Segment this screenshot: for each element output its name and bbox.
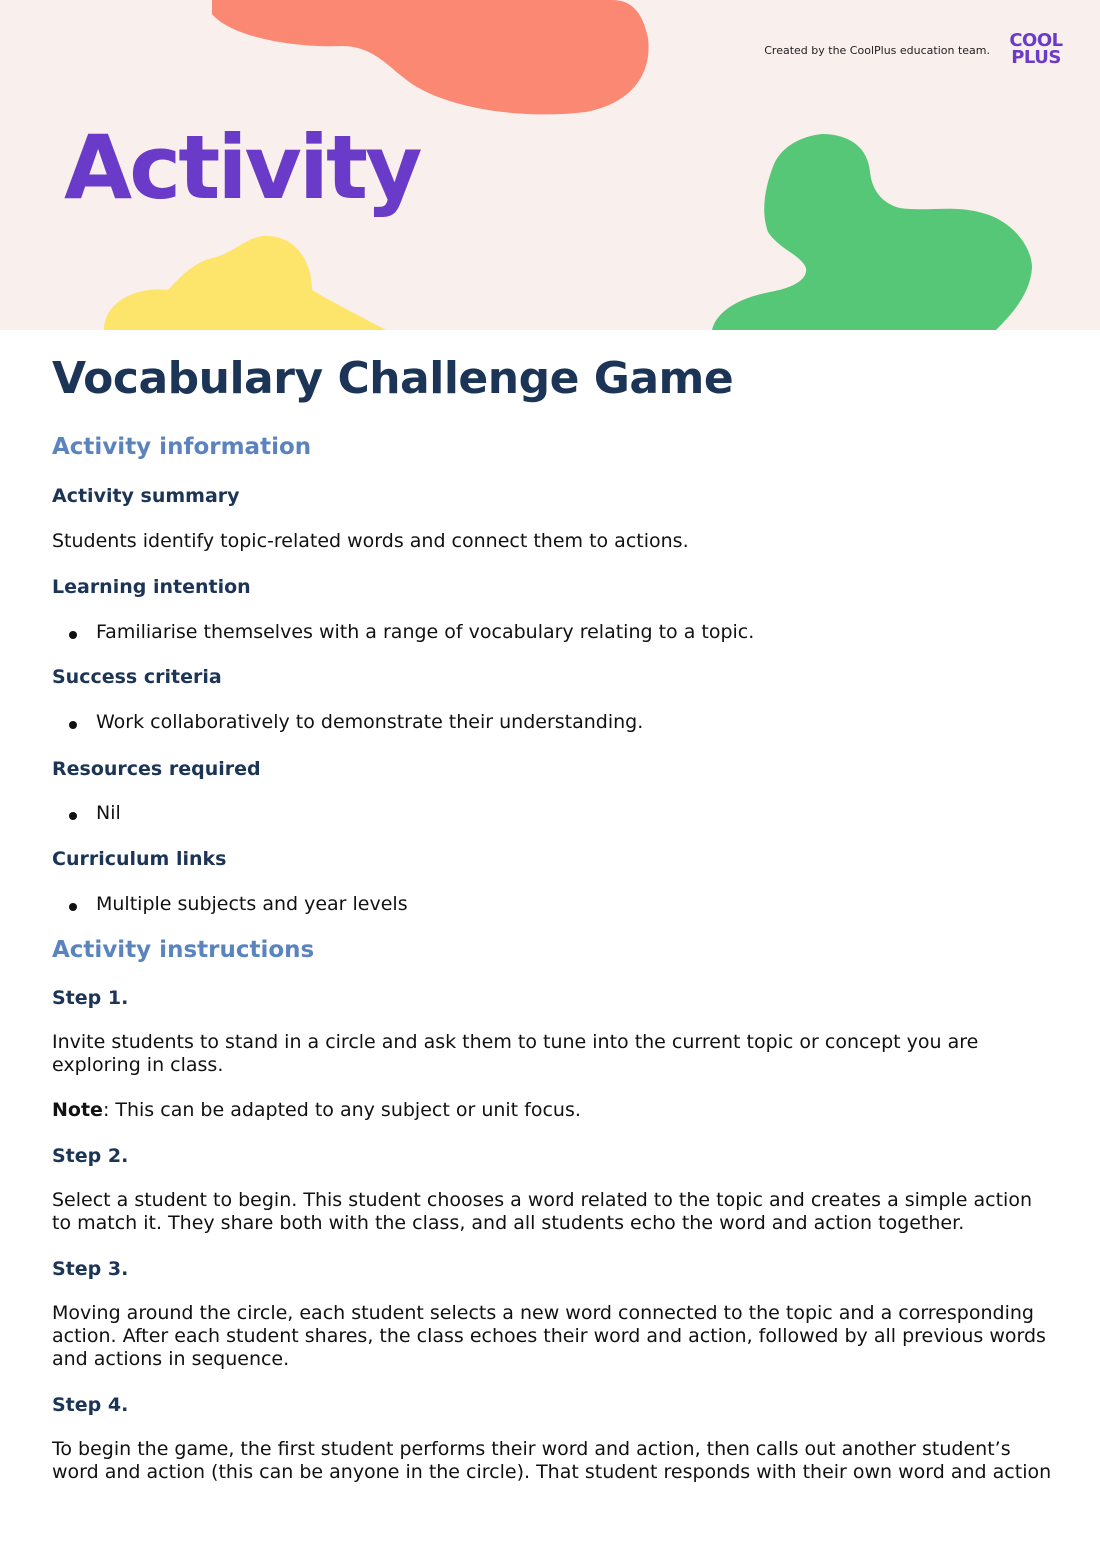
note-text: : This can be adapted to any subject or unit focus. <box>102 1099 581 1121</box>
note-label: Note <box>52 1099 103 1121</box>
resources-required-list <box>52 802 1052 825</box>
step-1-text: Invite students to stand in a circle and ask them to tune into the current topic or concept you are exploring in class. <box>52 1031 979 1076</box>
list-item: Multiple subjects and year levels <box>52 893 1052 916</box>
learning-intention-list <box>52 621 1052 644</box>
step-2-text: Select a student to begin. This student chooses a word related to the topic and creates a simple action to match it. They share both with the class, and all students echo the word and action together. <box>52 1189 1032 1234</box>
coolplus-logo <box>1003 32 1069 66</box>
logo-line-1: COOL <box>1009 30 1063 51</box>
green-blob <box>712 134 1032 330</box>
coral-blob <box>212 0 649 114</box>
curriculum-links-heading: Curriculum links <box>52 848 227 870</box>
activity-information-heading: Activity information <box>52 434 312 460</box>
credit-text: Created by the CoolPlus education team. <box>764 44 990 57</box>
header-banner <box>0 0 1100 330</box>
step-4-text: To begin the game, the first student performs their word and action, then calls out another student’s word and action (this can be anyone in the circle). That student responds with their own word and action <box>52 1438 1052 1483</box>
list-item: Work collaboratively to demonstrate their understanding. <box>52 711 1052 734</box>
curriculum-links-list <box>52 893 1052 916</box>
note-paragraph <box>52 1099 1052 1122</box>
document-body <box>52 330 1052 1484</box>
resources-required-heading: Resources required <box>52 758 261 780</box>
step-1-heading: Step 1. <box>52 987 129 1009</box>
step-2-heading: Step 2. <box>52 1145 129 1167</box>
step-4-heading: Step 4. <box>52 1394 129 1416</box>
success-criteria-heading: Success criteria <box>52 666 222 688</box>
step-3-heading: Step 3. <box>52 1258 129 1280</box>
activity-instructions-heading: Activity instructions <box>52 937 315 963</box>
banner-title: Activity <box>64 116 420 219</box>
yellow-blob <box>104 236 386 330</box>
list-item: Nil <box>52 802 1052 825</box>
list-item: Familiarise themselves with a range of vocabulary relating to a topic. <box>52 621 1052 644</box>
activity-summary-text: Students identify topic-related words and connect them to actions. <box>52 530 689 552</box>
activity-summary-heading: Activity summary <box>52 485 240 507</box>
document-title: Vocabulary Challenge Game <box>52 353 734 404</box>
logo-line-2: PLUS <box>1011 47 1061 68</box>
step-3-text: Moving around the circle, each student selects a new word connected to the topic and a corresponding action. After each student shares, the class echoes their word and action, followed by all previous words and actions in sequence. <box>52 1302 1046 1370</box>
success-criteria-list <box>52 711 1052 734</box>
learning-intention-heading: Learning intention <box>52 576 251 598</box>
